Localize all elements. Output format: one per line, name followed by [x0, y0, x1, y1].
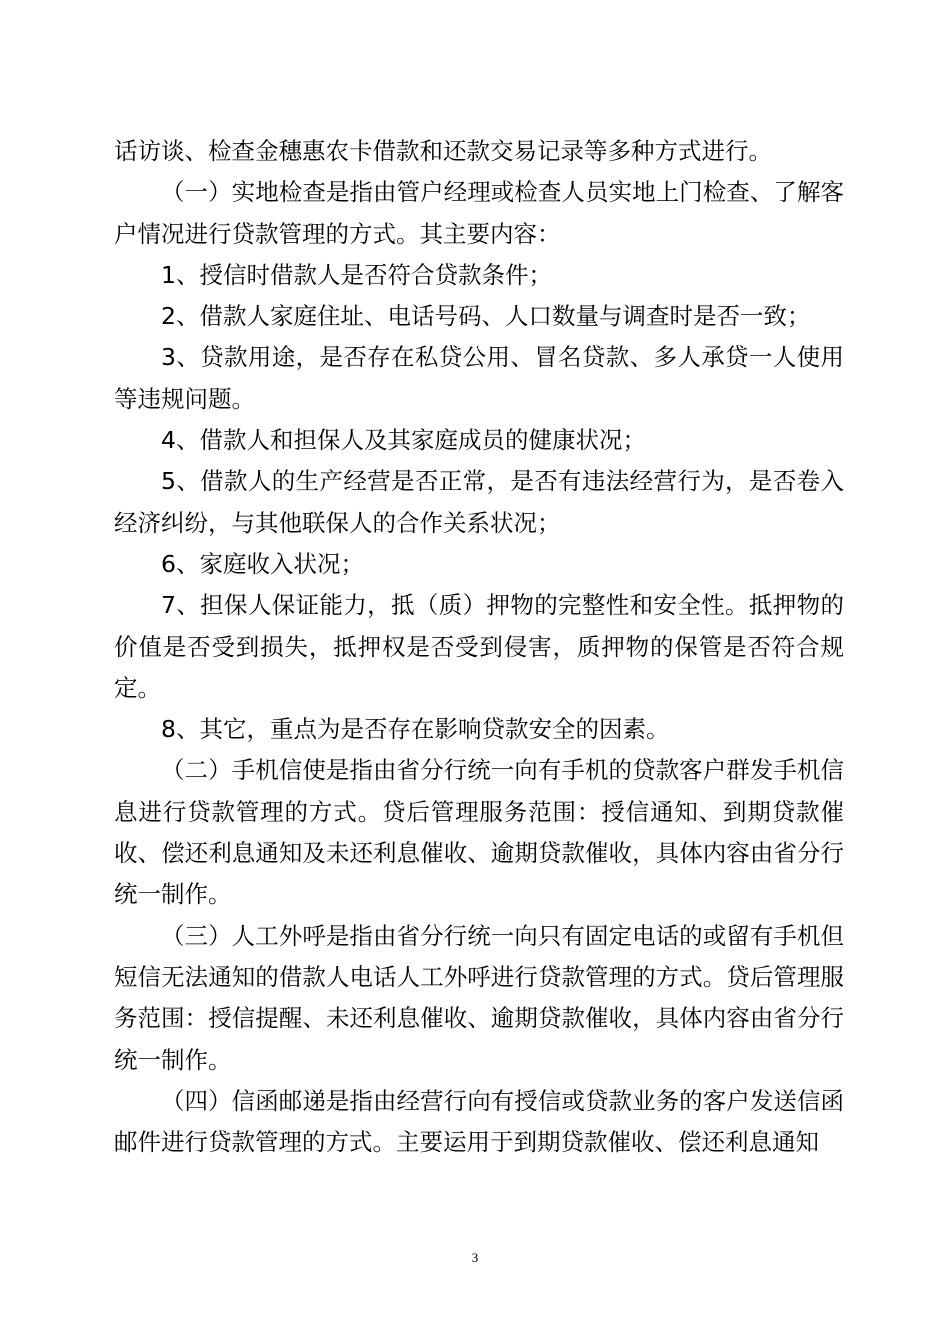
paragraph-section-4-mail: （四）信函邮递是指由经营行向有授信或贷款业务的客户发送信函邮件进行贷款管理的方式。主要运用于到期贷款催收、偿还利息通知	[114, 1086, 844, 1157]
paragraph-section-3-manual-call: （三）人工外呼是指由省分行统一向只有固定电话的或留有手机但短信无法通知的借款人电话人工外呼进行贷款管理的方式。贷后管理服务范围：授信提醒、未还利息催收、逾期贷款催收，具体内容由省分行统一制作。	[114, 921, 844, 1074]
list-item-1: 1、授信时借款人是否符合贷款条件；	[161, 260, 552, 289]
list-item-4: 4、借款人和担保人及其家庭成员的健康状况；	[161, 426, 646, 455]
list-item-3: 3、贷款用途，是否存在私贷公用、冒名贷款、多人承贷一人使用等违规问题。	[114, 343, 844, 413]
list-item-8: 8、其它，重点为是否存在影响贷款安全的因素。	[161, 715, 670, 744]
list-item-5: 5、借款人的生产经营是否正常，是否有违法经营行为，是否卷入经济纠纷，与其他联保人的合作关系状况；	[114, 467, 844, 537]
page-number: 3	[471, 1250, 479, 1265]
paragraph-section-1-site-inspection: （一）实地检查是指由管户经理或检查人员实地上门检查、了解客户情况进行贷款管理的方式。其主要内容：	[114, 178, 844, 248]
paragraph-section-2-sms: （二）手机信使是指由省分行统一向有手机的贷款客户群发手机信息进行贷款管理的方式。贷后管理服务范围：授信通知、到期贷款催收、偿还利息通知及未还利息催收、逾期贷款催收，具体内容由省分行统一制作。	[114, 756, 844, 909]
list-item-7: 7、担保人保证能力，抵（质）押物的完整性和安全性。抵押物的价值是否受到损失，抵押权是否受到侵害，质押物的保管是否符合规定。	[114, 591, 844, 702]
paragraph-continuation: 话访谈、检查金穗惠农卡借款和还款交易记录等多种方式进行。	[114, 137, 772, 165]
body-text	[114, 131, 844, 1163]
list-item-6: 6、家庭收入状况；	[161, 549, 364, 578]
list-item-2: 2、借款人家庭住址、电话号码、人口数量与调查时是否一致；	[161, 302, 811, 331]
